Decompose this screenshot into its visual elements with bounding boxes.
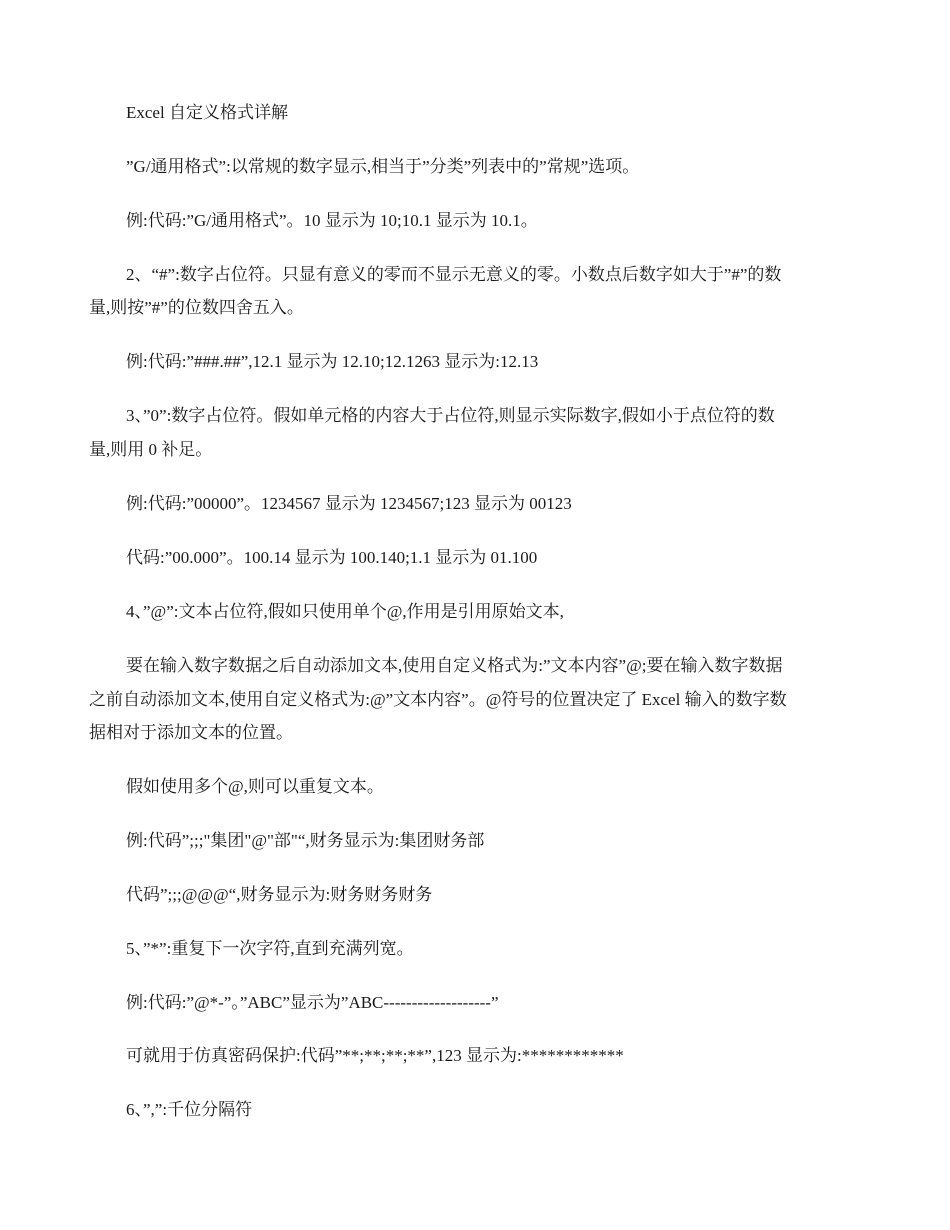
paragraph-line: 例:代码:”G/通用格式”。10 显示为 10;10.1 显示为 10.1。: [126, 211, 538, 230]
paragraph-line: 代码:”00.000”。100.14 显示为 100.140;1.1 显示为 01.100: [126, 548, 538, 567]
paragraph-line: 要在输入数字数据之后自动添加文本,使用自定义格式为:”文本内容”@;要在输入数字数据: [126, 656, 783, 675]
paragraph-line: 例:代码:”###.##”,12.1 显示为 12.10;12.1263 显示为:12.13: [126, 352, 539, 371]
paragraph-line: 代码”;;;@@@“,财务显示为:财务财务财务: [126, 885, 433, 904]
paragraph-line: 6、”,”:千位分隔符: [126, 1100, 253, 1119]
paragraph-line: 量,则按”#”的位数四舍五入。: [89, 298, 304, 317]
document-title: Excel 自定义格式详解: [126, 103, 288, 122]
paragraph-line: 例:代码:”00000”。1234567 显示为 1234567;123 显示为 00123: [126, 494, 572, 513]
paragraph-line: 2、“#”:数字占位符。只显有意义的零而不显示无意义的零。小数点后数字如大于”#”的数: [126, 265, 782, 284]
paragraph-line: 据相对于添加文本的位置。: [89, 723, 293, 742]
paragraph-line: 量,则用 0 补足。: [89, 440, 213, 459]
paragraph-line: 假如使用多个@,则可以重复文本。: [126, 777, 384, 796]
paragraph-line: ”G/通用格式”:以常规的数字显示,相当于”分类”列表中的”常规”选项。: [126, 157, 640, 176]
paragraph-line: 例:代码:”@*-”。”ABC”显示为”ABC-------------------”: [126, 993, 499, 1012]
paragraph-line: 例:代码”;;;"集团"@"部"“,财务显示为:集团财务部: [126, 831, 485, 850]
paragraph-line: 5、”*”:重复下一次字符,直到充满列宽。: [126, 939, 414, 958]
paragraph-line: 3、”0”:数字占位符。假如单元格的内容大于占位符,则显示实际数字,假如小于点位符的数: [126, 406, 775, 425]
paragraph-line: 可就用于仿真密码保护:代码”**;**;**;**”,123 显示为:************: [126, 1046, 624, 1065]
paragraph-line: 之前自动添加文本,使用自定义格式为:@”文本内容”。@符号的位置决定了 Excel 输入的数字数: [89, 690, 787, 709]
paragraph-line: 4、”@”:文本占位符,假如只使用单个@,作用是引用原始文本,: [126, 602, 564, 621]
